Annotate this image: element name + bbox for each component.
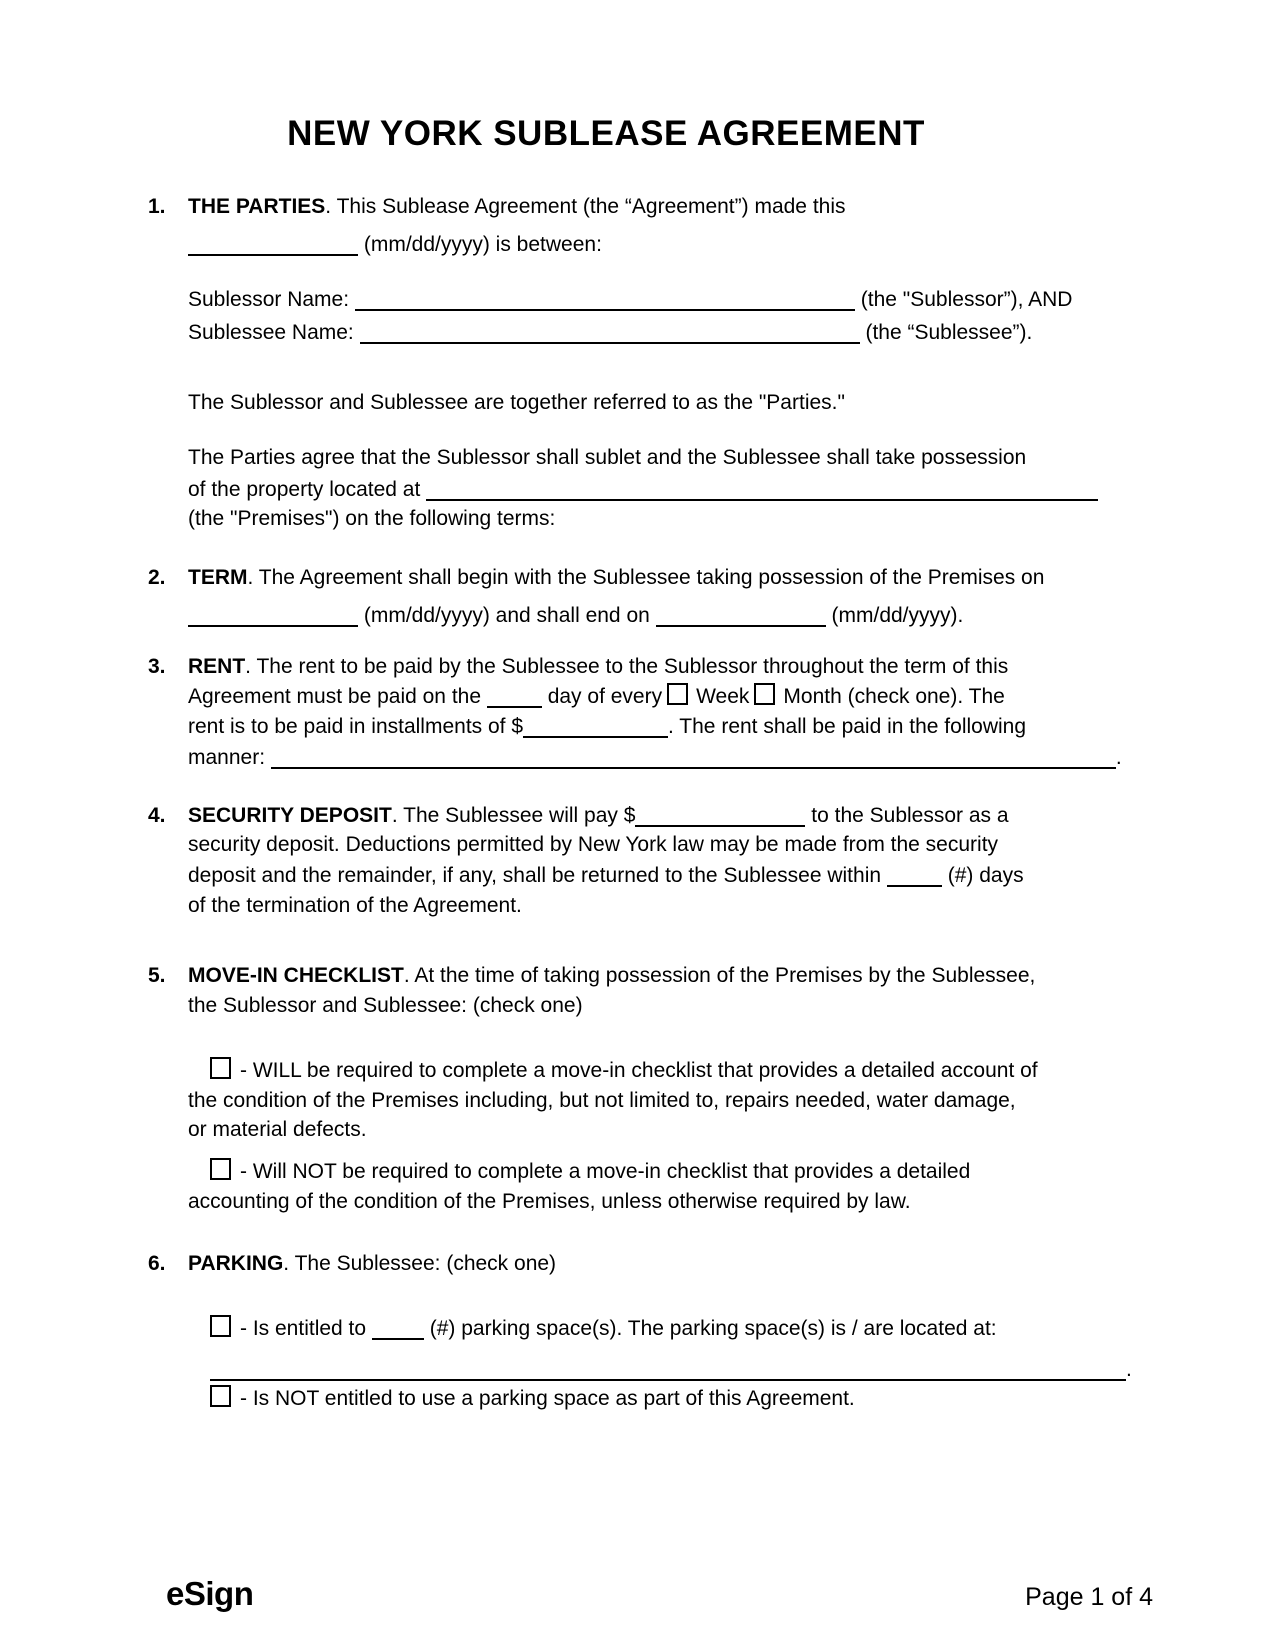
deposit-text-4: of the termination of the Agreement. (188, 894, 522, 917)
section-1-number: 1. (148, 195, 166, 218)
parking-address-line (0, 1355, 1275, 1384)
rent-following-text: . The rent shall be paid in the following (668, 715, 1027, 738)
rent-every-text: day of every (547, 685, 663, 708)
sublessor-name-blank[interactable] (355, 289, 855, 311)
section-5-number: 5. (148, 964, 166, 987)
page-number: Page 1 of 4 (1025, 1583, 1153, 1611)
agreement-date-blank[interactable] (188, 234, 358, 256)
property-address-blank[interactable] (426, 479, 1098, 501)
section-3-line-4 (0, 743, 1275, 772)
deposit-suffix-text: to the Sublessor as a (811, 804, 1009, 827)
section-1-line-2 (0, 230, 1275, 259)
deposit-amount-blank[interactable] (635, 805, 805, 827)
section-5-heading: MOVE-IN CHECKLIST (188, 964, 404, 987)
section-3-text: . The rent to be paid by the Sublessee to the Sublessor throughout the term of this (245, 655, 1009, 678)
esign-logo: eSign (166, 1575, 254, 1612)
will-option-text-1: - WILL be required to complete a move-in checklist that provides a detailed account of (240, 1059, 1038, 1082)
section-2-number: 2. (148, 566, 166, 589)
parking-entitled-checkbox[interactable] (210, 1315, 231, 1337)
month-checkbox[interactable] (754, 683, 775, 705)
section-1-text: . This Sublease Agreement (the “Agreement”) made this (325, 195, 846, 218)
agree-text-1: The Parties agree that the Sublessor shall sublet and the Sublessee shall take possession (188, 446, 1027, 469)
section-3-line-1 (0, 652, 1275, 681)
section-6-heading: PARKING (188, 1252, 284, 1275)
section-1-heading: THE PARTIES (188, 195, 326, 218)
section-6-number: 6. (148, 1252, 166, 1275)
rent-day-text: Agreement must be paid on the (188, 685, 482, 708)
will-not-checklist-checkbox[interactable] (210, 1158, 231, 1180)
parking-count-blank[interactable] (372, 1318, 424, 1340)
parking-not-entitled-option (0, 1384, 1275, 1413)
section-6-text: . The Sublessee: (check one) (283, 1252, 557, 1275)
sublessor-name-line (0, 285, 1275, 314)
parties-line (0, 388, 1275, 417)
will-not-option-text-2: accounting of the condition of the Premises, unless otherwise required by law. (188, 1190, 911, 1213)
agree-line-2 (0, 475, 1275, 504)
parking-address-period: . (1126, 1358, 1132, 1381)
sublessee-name-blank[interactable] (360, 322, 860, 344)
section-5-text-2: the Sublessor and Sublessee: (check one) (188, 994, 583, 1017)
term-end-text: (mm/dd/yyyy). (831, 604, 964, 627)
rent-manner-period: . (1115, 746, 1122, 769)
sublessor-name-suffix: (the "Sublessor”), AND (860, 288, 1073, 311)
section-2-heading: TERM (188, 566, 248, 589)
parking-entitled-text-2: (#) parking space(s). The parking space(s) is / are located at: (429, 1317, 997, 1340)
section-3-line-2 (0, 682, 1275, 711)
parties-text: The Sublessor and Sublessee are together referred to as the "Parties." (188, 391, 845, 414)
agree-text-2: of the property located at (188, 478, 421, 501)
term-mid-text: (mm/dd/yyyy) and shall end on (363, 604, 650, 627)
section-4-line-1 (0, 801, 1275, 830)
week-label: Week (696, 685, 750, 708)
month-label: Month (783, 685, 842, 708)
section-6-line-1 (0, 1249, 1275, 1278)
section-5-text: . At the time of taking possession of the Premises by the Sublessee, (403, 964, 1036, 987)
will-option-text-2: the condition of the Premises including, but not limited to, repairs needed, water damage, (188, 1089, 1016, 1112)
rent-day-blank[interactable] (487, 686, 542, 708)
term-end-date-blank[interactable] (656, 605, 826, 627)
section-5-line-1 (0, 961, 1275, 990)
will-not-option-text-1: - Will NOT be required to complete a move-in checklist that provides a detailed (240, 1160, 971, 1183)
rent-manner-label: manner: (188, 746, 266, 769)
section-4-line-2 (0, 830, 1275, 859)
checklist-will-option (0, 1056, 1275, 1085)
section-3-heading: RENT (188, 655, 246, 678)
page-footer (166, 1575, 1153, 1613)
checklist-will-line-3 (0, 1115, 1275, 1144)
section-2-line-2 (0, 601, 1275, 630)
sublessor-name-label: Sublessor Name: (188, 288, 350, 311)
sublessee-name-suffix: (the “Sublessee”). (865, 321, 1033, 344)
agree-line-3 (0, 504, 1275, 533)
sublessee-name-line (0, 318, 1275, 347)
section-5-line-2 (0, 991, 1275, 1020)
section-2-text: . The Agreement shall begin with the Sublessee taking possession of the Premises on (247, 566, 1045, 589)
rent-checkone-text: (check one). The (847, 685, 1005, 708)
agree-line-1 (0, 443, 1275, 472)
deposit-text-3: deposit and the remainder, if any, shall be returned to the Sublessee within (188, 864, 882, 887)
document-title: NEW YORK SUBLEASE AGREEMENT (287, 114, 925, 153)
week-checkbox[interactable] (667, 683, 688, 705)
parking-address-blank[interactable] (210, 1359, 1126, 1381)
agree-text-3: (the "Premises") on the following terms: (188, 507, 556, 530)
section-3-number: 3. (148, 655, 166, 678)
will-option-text-3: or material defects. (188, 1118, 367, 1141)
will-checklist-checkbox[interactable] (210, 1057, 231, 1079)
parking-entitled-option (0, 1314, 1275, 1343)
parking-not-entitled-text: - Is NOT entitled to use a parking space as part of this Agreement. (240, 1387, 855, 1410)
term-start-date-blank[interactable] (188, 605, 358, 627)
sublessee-name-label: Sublessee Name: (188, 321, 354, 344)
section-2-line-1 (0, 563, 1275, 592)
section-1-line-1 (0, 192, 1275, 221)
parking-not-entitled-checkbox[interactable] (210, 1385, 231, 1407)
parking-entitled-text-1: - Is entitled to (240, 1317, 367, 1340)
checklist-will-not-line-2 (0, 1187, 1275, 1216)
section-4-number: 4. (148, 804, 166, 827)
checklist-will-line-2 (0, 1086, 1275, 1115)
checklist-will-not-option (0, 1157, 1275, 1186)
section-4-heading: SECURITY DEPOSIT (188, 804, 392, 827)
rent-amount-blank[interactable] (523, 716, 668, 738)
section-4-line-4 (0, 891, 1275, 920)
section-4-text: . The Sublessee will pay $ (391, 804, 636, 827)
section-1-date-suffix: (mm/dd/yyyy) is between: (363, 233, 602, 256)
deposit-text-2: security deposit. Deductions permitted by New York law may be made from the security (188, 833, 999, 856)
deposit-days-blank[interactable] (887, 865, 942, 887)
section-4-line-3 (0, 861, 1275, 890)
rent-manner-blank[interactable] (271, 747, 1116, 769)
section-3-line-3 (0, 712, 1275, 741)
rent-installments-text: rent is to be paid in installments of $ (188, 715, 524, 738)
deposit-days-text: (#) days (947, 864, 1024, 887)
